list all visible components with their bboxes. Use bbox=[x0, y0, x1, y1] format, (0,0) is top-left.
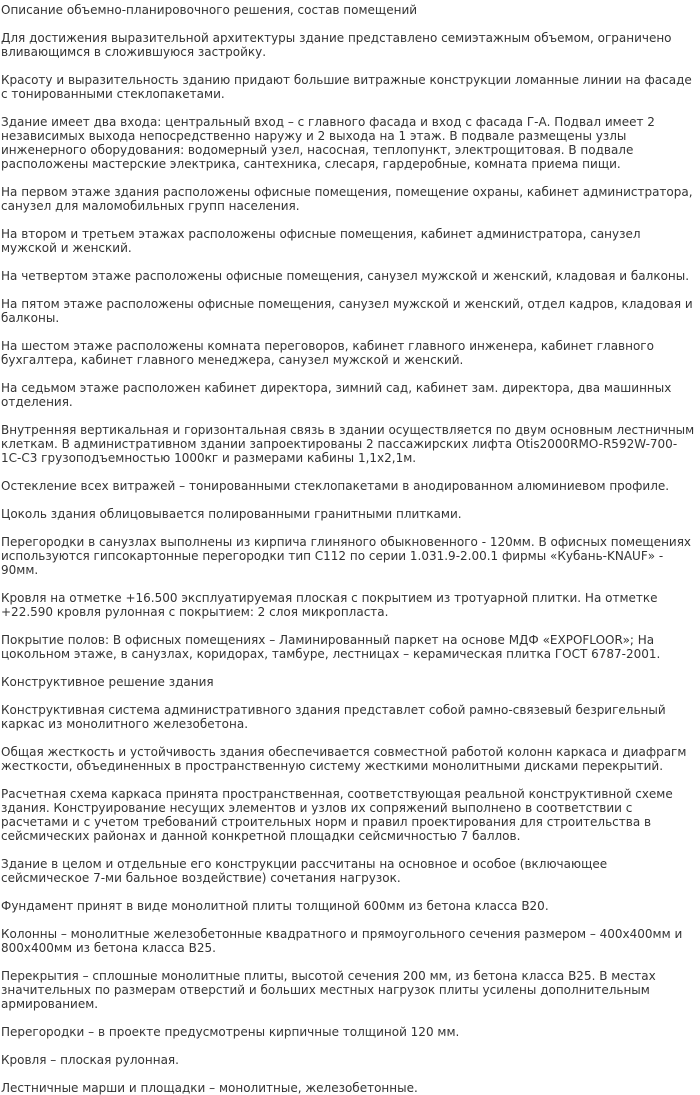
paragraph-floor-5: На пятом этаже расположены офисные помещения, санузел мужской и женский, отдел кадров, кладовая и балконы. bbox=[1, 297, 693, 325]
paragraph-floor-7: На седьмом этаже расположен кабинет директора, зимний сад, кабинет зам. директора, два машинных отделения. bbox=[1, 381, 672, 409]
paragraph-stairs: Лестничные марши и площадки – монолитные, железобетонные. bbox=[1, 1081, 418, 1095]
paragraph-partitions: Перегородки – в проекте предусмотрены кирпичные толщиной 120 мм. bbox=[1, 1025, 460, 1039]
paragraph-facade: Красоту и выразительность зданию придают большие витражные конструкции ломанные линии на фасаде с тонированными стеклопакетами. bbox=[1, 73, 692, 101]
paragraph-structural-system: Конструктивная система административного здания представлет собой рамно-связевый безригельный каркас из монолитного железобетона. bbox=[1, 703, 666, 731]
section-title-structure: Конструктивное решение здания bbox=[1, 675, 214, 689]
paragraph-columns: Колонны – монолитные железобетонные квадратного и прямоугольного сечения размером – 400х400мм и 800х400мм из бетона класса В25. bbox=[1, 927, 683, 955]
paragraph-glazing: Остекление всех витражей – тонированными стеклопакетами в анодированном алюминиевом профиле. bbox=[1, 479, 670, 493]
paragraph-circulation: Внутренняя вертикальная и горизонтальная связь в здании осуществляется по двум основным лестничным клеткам. В административном здании запроектированы 2 пассажирских лифта Otis2000RMO-R592W-700-1C-C3 грузоподъемностью 1000кг и размерами кабины 1,1х2,1м. bbox=[1, 423, 695, 465]
paragraph-floor-2-3: На втором и третьем этажах расположены офисные помещения, кабинет администратора, санузел мужской и женский. bbox=[1, 227, 641, 255]
paragraph-roofing: Кровля – плоская рулонная. bbox=[1, 1053, 179, 1067]
paragraph-partitions-sanitary: Перегородки в санузлах выполнены из кирпича глиняного обыкновенного - 120мм. В офисных помещениях используются гипсокартонные перегородки тип С112 по серии 1.031.9-2.00.1 фирмы «Кубань-KNAUF» - 90мм. bbox=[1, 535, 692, 577]
paragraph-load-combinations: Здание в целом и отдельные его конструкции рассчитаны на основное и особое (включающее сейсмическое 7-ми бальное воздействие) сочетания нагрузок. bbox=[1, 857, 608, 885]
section-title-layout: Описание объемно-планировочного решения, состав помещений bbox=[1, 3, 418, 17]
paragraph-floor-6: На шестом этаже расположены комната переговоров, кабинет главного инженера, кабинет главного бухгалтера, кабинет главного менеджера, санузел мужской и женский. bbox=[1, 339, 654, 367]
paragraph-entrances: Здание имеет два входа: центральный вход – с главного фасада и вход с фасада Г-А. Подвал имеет 2 независимых выхода непосредственно наружу и 2 выхода на 1 этаж. В подвале размещены узлы инженерного оборудования: водомерный узел, насосная, теплопункт, электрощитовая. В подвале расположены мастерские электрика, сантехника, слесаря, гардеробные, комната приема пищи. bbox=[1, 115, 655, 171]
paragraph-roof: Кровля на отметке +16.500 эксплуатируемая плоская с покрытием из тротуарной плитки. На отметке +22.590 кровля рулонная с покрытием: 2 слоя микропласта. bbox=[1, 591, 658, 619]
paragraph-slabs: Перекрытия – сплошные монолитные плиты, высотой сечения 200 мм, из бетона класса В25. В местах значительных по размерам отверстий и больших местных нагрузок плиты усилены дополнительным армированием. bbox=[1, 969, 656, 1011]
paragraph-floor-4: На четвертом этаже расположены офисные помещения, санузел мужской и женский, кладовая и балконы. bbox=[1, 269, 690, 283]
paragraph-design-scheme: Расчетная схема каркаса принята пространственная, соответствующая реальной конструктивной схеме здания. Конструирование несущих элементов и узлов их сопряжений выполнено в соответствии с расчетами и с учетом требований строительных норм и правил проектирования для строительства в сейсмических районах и данной конкретной площадки сейсмичностью 7 баллов. bbox=[1, 787, 673, 843]
paragraph-flooring: Покрытие полов: В офисных помещениях – Ламинированный паркет на основе МДФ «EXPOFLOOR»; На цокольном этаже, в санузлах, коридорах, тамбуре, лестницах – керамическая плитка ГОСТ 6787-2001. bbox=[1, 633, 661, 661]
paragraph-foundation: Фундамент принят в виде монолитной плиты толщиной 600мм из бетона класса В20. bbox=[1, 899, 549, 913]
paragraph-rigidity: Общая жесткость и устойчивость здания обеспечивается совместной работой колонн каркаса и диафрагм жесткости, объединенных в пространственную систему жесткими монолитными дисками перекрытий. bbox=[1, 745, 687, 773]
paragraph-architecture: Для достижения выразительной архитектуры здание представлено семиэтажным объемом, ограничено вливающимся в сложившуюся застройку. bbox=[1, 31, 672, 59]
paragraph-floor-1: На первом этаже здания расположены офисные помещения, помещение охраны, кабинет администратора, санузел для маломобильных групп населения. bbox=[1, 185, 693, 213]
paragraph-plinth: Цоколь здания облицовывается полированными гранитными плитками. bbox=[1, 507, 462, 521]
